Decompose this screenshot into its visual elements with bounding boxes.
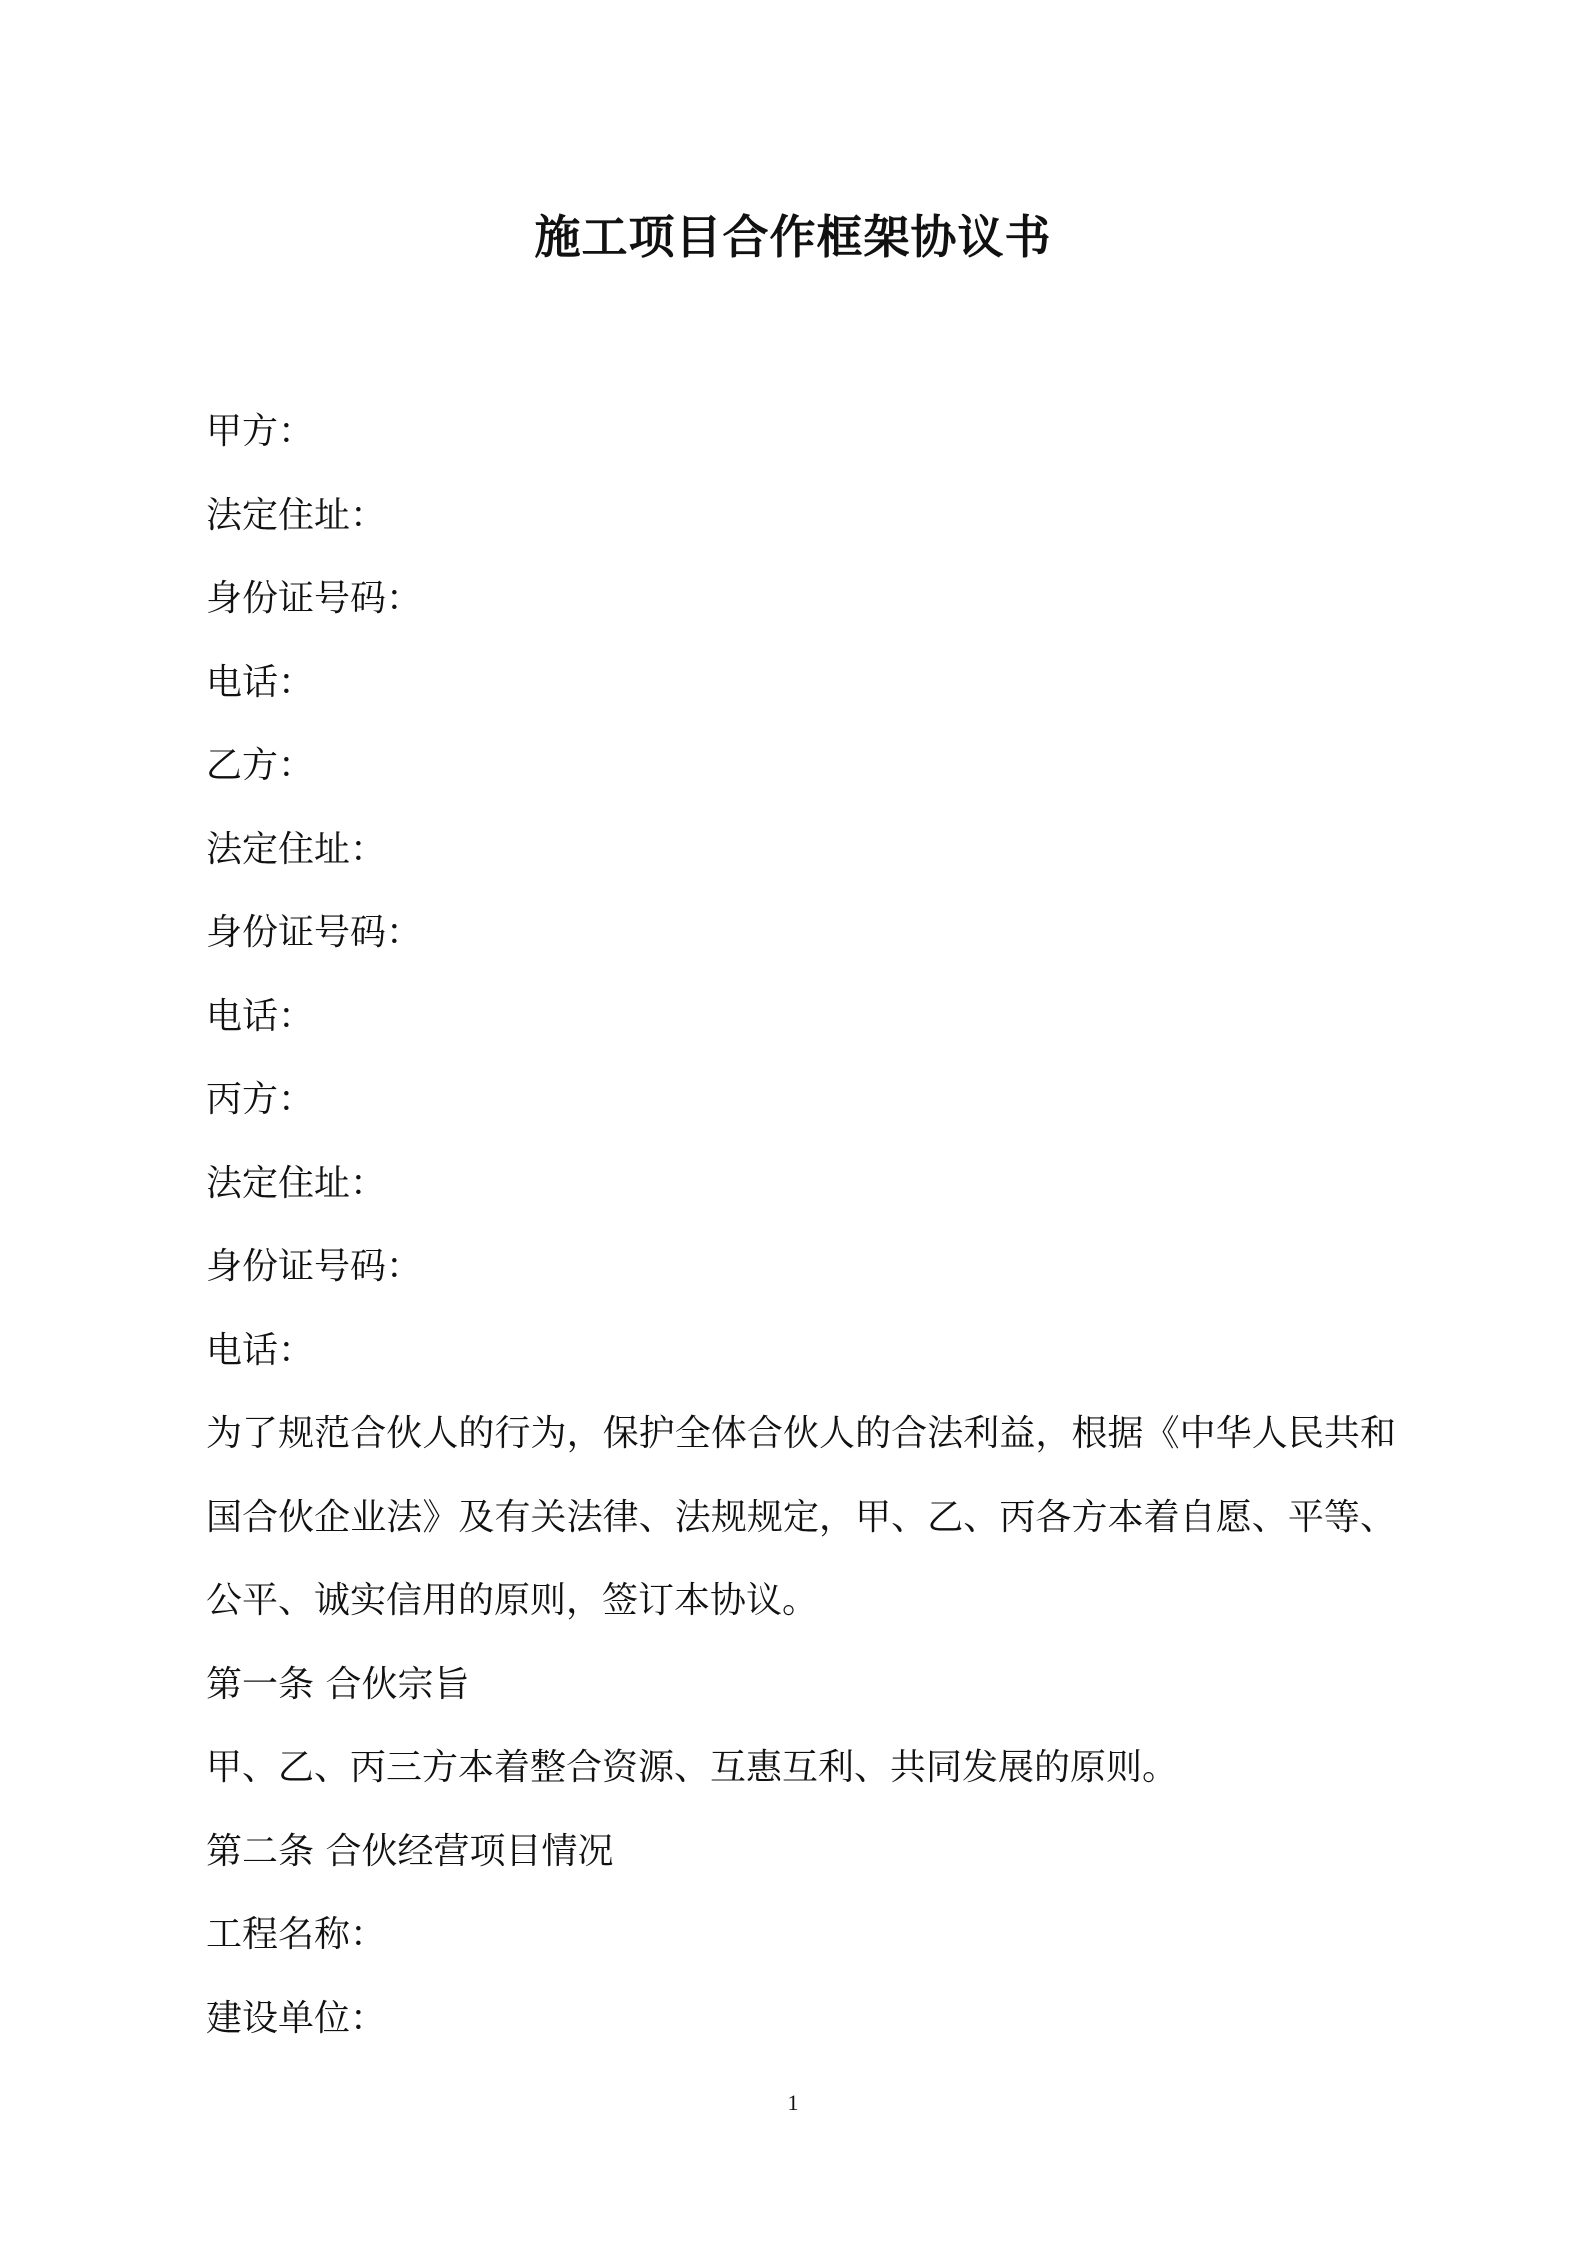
builder-label: 建设单位： [206,1997,387,2039]
party-c-id-label: 身份证号码： [206,1246,423,1287]
party-a-phone-label: 电话： [206,661,315,703]
party-c-phone-label: 电话： [206,1329,315,1371]
party-b-id-label: 身份证号码： [206,912,423,953]
party-b-phone-label: 电话： [206,995,315,1037]
article-1-text: 甲、乙、丙三方本着整合资源、互惠互利、共同发展的原则。 [206,1747,1179,1788]
preamble-paragraph: 为了规范合伙人的行为，保护全体合伙人的合法利益，根据《中华人民共和国合伙企业法》及有关法律、法规规定，甲、乙、丙各方本着自愿、平等、公平、诚实信用的原则，签订本协议。 [206,1413,1396,1621]
page-number: 1 [787,2090,799,2115]
party-a-address-label: 法定住址： [206,494,387,536]
article-1-heading: 第一条 合伙宗旨 [206,1663,470,1705]
party-a-label: 甲方： [206,411,315,452]
party-c-address-label: 法定住址： [206,1162,387,1204]
party-b-address-label: 法定住址： [206,828,387,870]
document-body [206,390,1396,2060]
party-c-label: 丙方： [206,1079,315,1120]
project-name-label: 工程名称： [206,1914,387,1955]
party-b-label: 乙方： [206,745,315,786]
document-title: 施工项目合作框架协议书 [534,210,1052,264]
party-a-id-label: 身份证号码： [206,578,423,619]
article-2-heading: 第二条 合伙经营项目情况 [206,1830,614,1872]
